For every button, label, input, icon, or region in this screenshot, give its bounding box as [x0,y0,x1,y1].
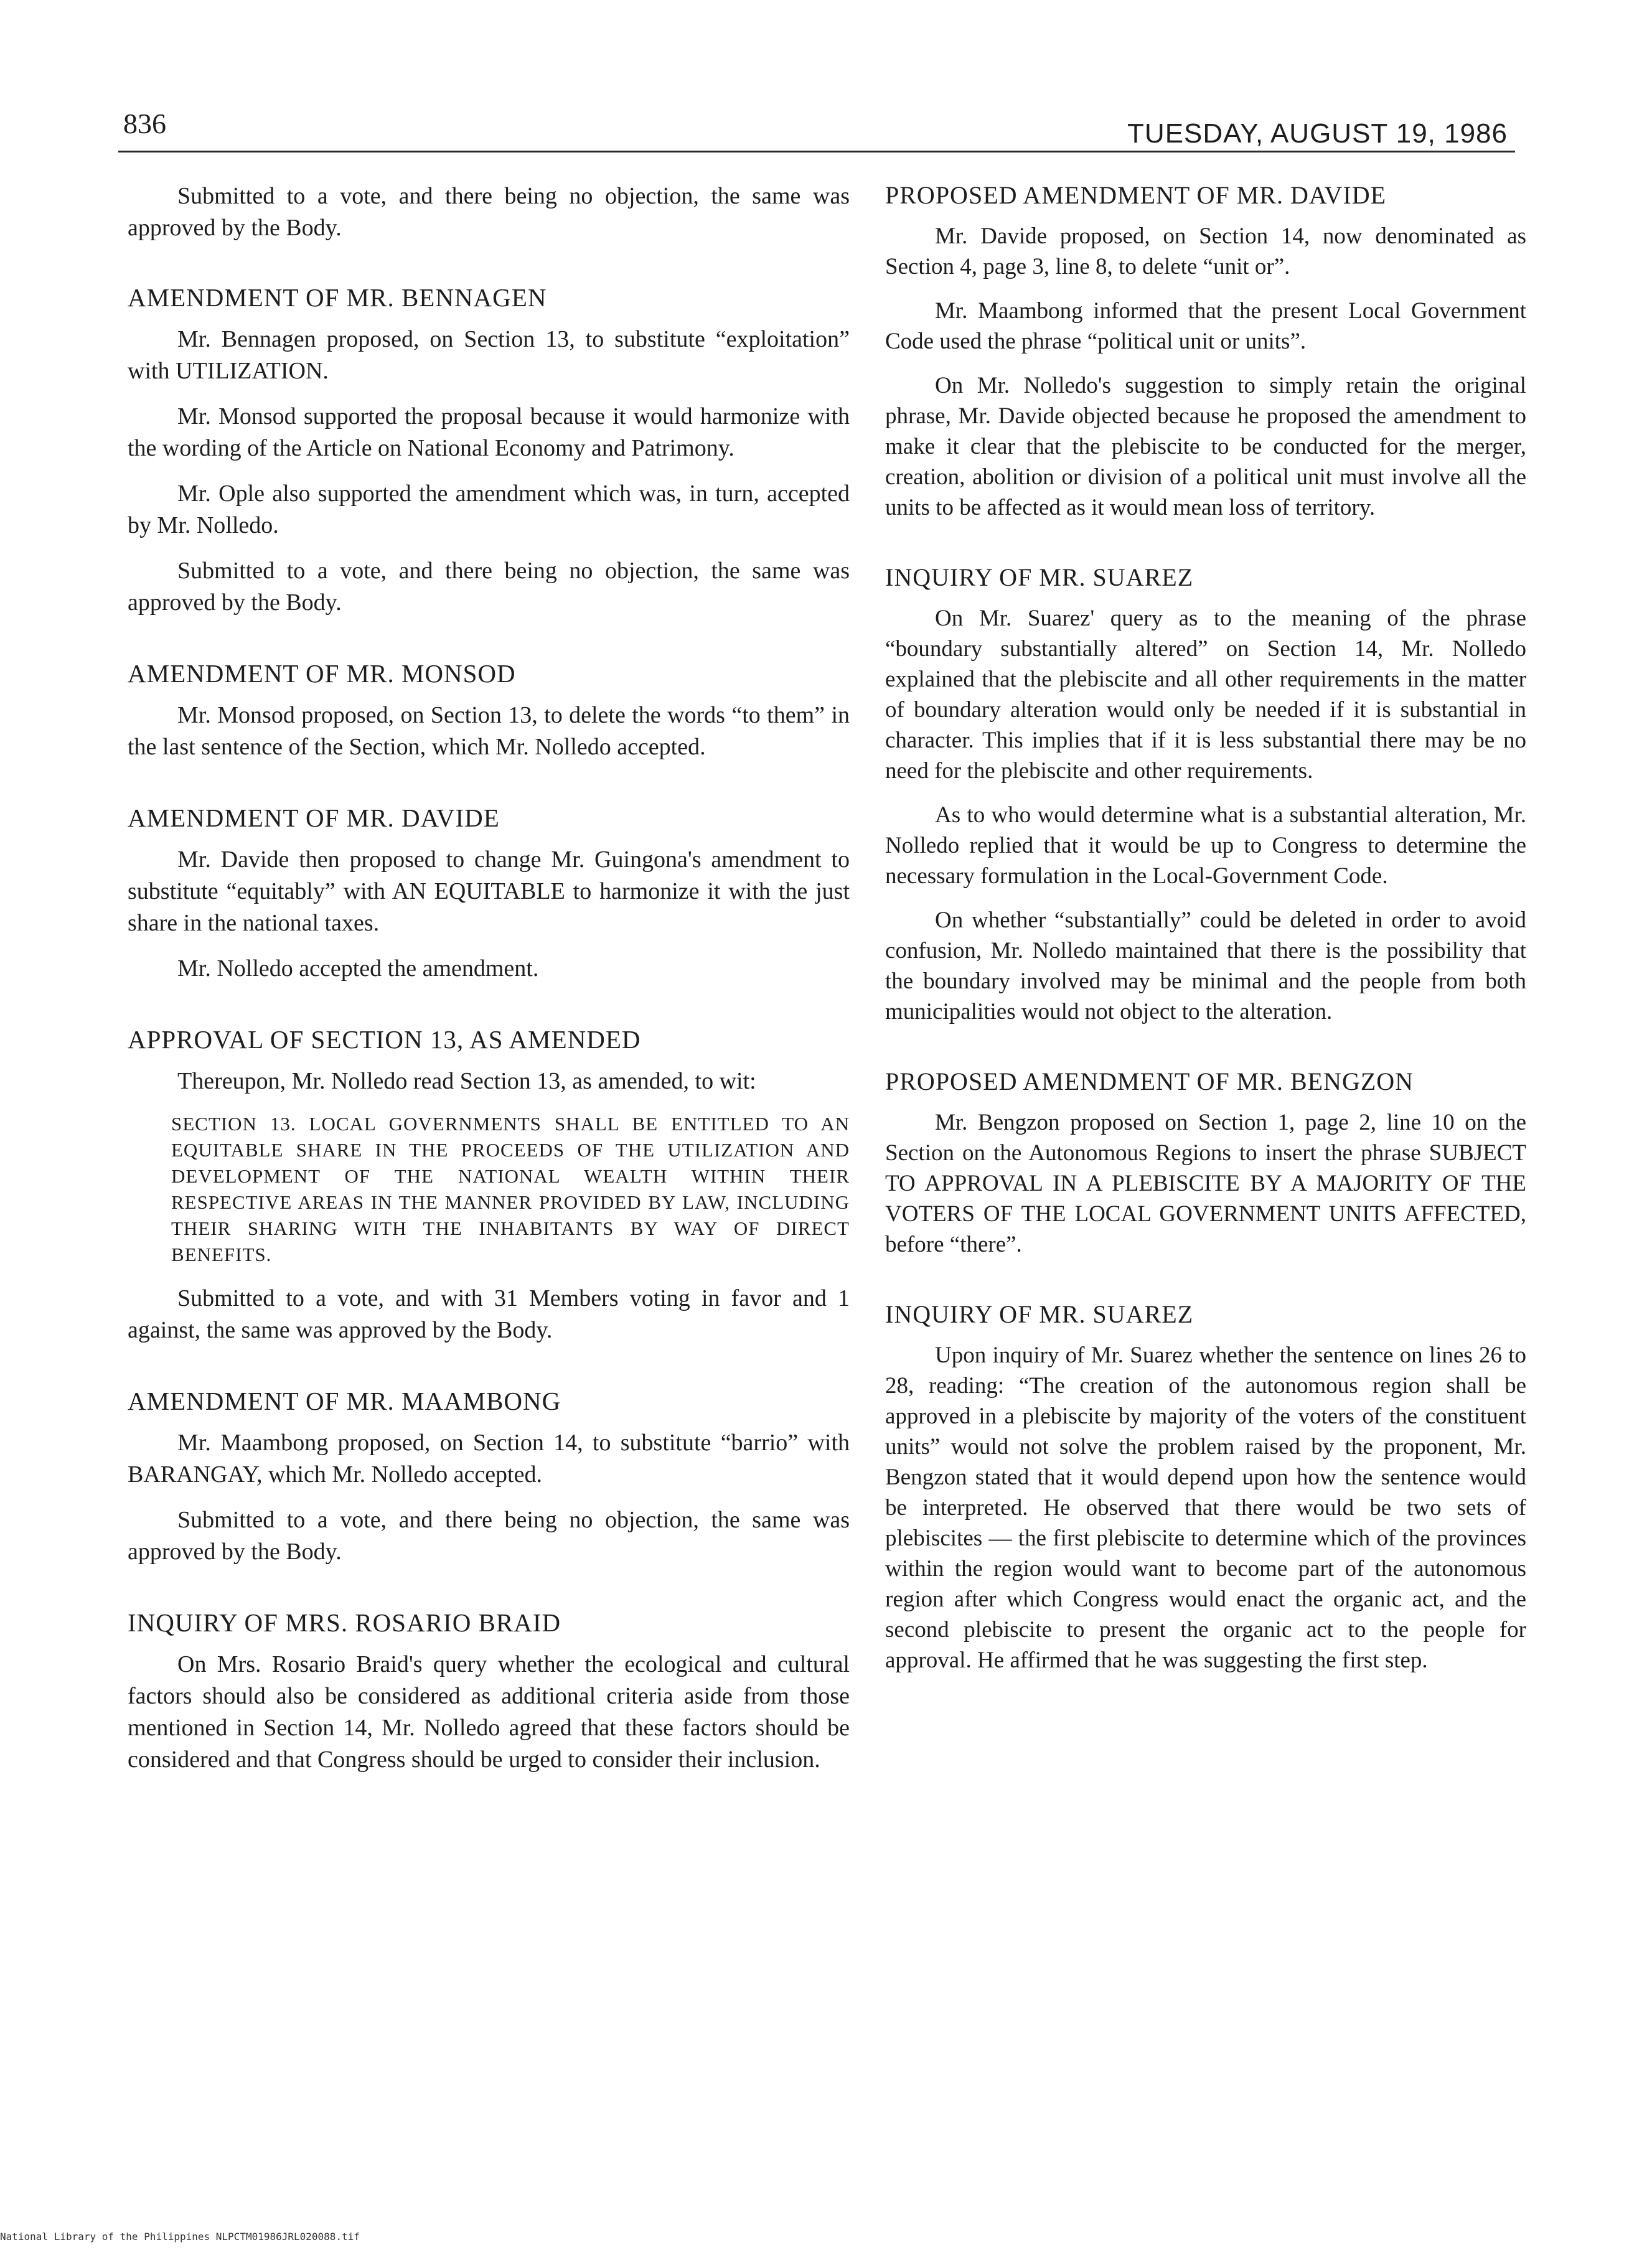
section-heading: AMENDMENT OF MR. BENNAGEN [128,283,547,312]
section-heading: PROPOSED AMENDMENT OF MR. BENGZON [885,1067,1414,1095]
scan-footer: National Library of the Philippines NLPCTM01986JRL020088.tif [0,2231,360,2243]
intro-paragraph: Submitted to a vote, and there being no objection, the same was approved by the Body. [128,183,850,241]
section-heading: INQUIRY OF MRS. ROSARIO BRAID [128,1608,561,1637]
section-davide-proposed [885,180,1526,523]
section-davide [128,803,850,985]
section-monsod [128,659,850,763]
paragraph: On whether “substantially” could be deleted in order to avoid confusion, Mr. Nolledo maintained that there is the possibility that the boundary involved may be minimal and the people from both municipalities would not object to the alteration. [885,907,1526,1024]
paragraph: Thereupon, Mr. Nolledo read Section 13, as amended, to wit: [177,1068,756,1094]
section-heading: PROPOSED AMENDMENT OF MR. DAVIDE [885,181,1387,209]
paragraph: Mr. Davide proposed, on Section 14, now denominated as Section 4, page 3, line 8, to delete “unit or”. [885,223,1526,279]
section-suarez-inquiry-2 [885,1300,1526,1676]
paragraph: Mr. Bennagen proposed, on Section 13, to substitute “exploitation” with UTILIZATION. [128,326,850,384]
paragraph: Mr. Monsod supported the proposal because it would harmonize with the wording of the Article on National Economy and Patrimony. [128,403,850,461]
right-column [885,180,1526,1715]
page-date: TUESDAY, AUGUST 19, 1986 [1127,118,1508,149]
section-suarez-inquiry-1 [885,563,1526,1027]
section-13-text: SECTION 13. LOCAL GOVERNMENTS SHALL BE ENTITLED TO AN EQUITABLE SHARE IN THE PROCEEDS OF THE UTILIZATION AND DEVELOPMENT OF THE NATIONAL WEALTH WITHIN THEIR RESPECTIVE AREAS IN THE MANNER PROVIDED BY LAW, INCLUDING THEIR SHARING WITH THE INHABITANTS BY WAY OF DIRECT BENEFITS. [171,1113,850,1265]
paragraph: Mr. Davide then proposed to change Mr. Guingona's amendment to substitute “equitably” with AN EQUITABLE to harmonize it with the just share in the national taxes. [128,846,850,936]
header-rule [118,151,1515,152]
section-braid [128,1608,850,1776]
paragraph: Mr. Ople also supported the amendment which was, in turn, accepted by Mr. Nolledo. [128,480,850,538]
paragraph: Mr. Bengzon proposed on Section 1, page 2, line 10 on the Section on the Autonomous Regions to insert the phrase SUBJECT TO APPROVAL IN A PLEBISCITE BY A MAJORITY OF THE VOTERS OF THE LOCAL GOVERNMENT UNITS AFFECTED, before “there”. [885,1110,1526,1257]
section-heading: AMENDMENT OF MR. DAVIDE [128,804,500,832]
section-bennagen [128,283,850,619]
paragraph: Mr. Monsod proposed, on Section 13, to delete the words “to them” in the last sentence of the Section, which Mr. Nolledo accepted. [128,702,850,760]
paragraph: Mr. Maambong informed that the present Local Government Code used the phrase “political unit or units”. [885,298,1526,354]
section-heading: APPROVAL OF SECTION 13, AS AMENDED [128,1025,641,1054]
paragraph: On Mr. Suarez' query as to the meaning of the phrase “boundary substantially altered” on Section 14, Mr. Nolledo explained that the plebiscite and all other requirements in the matter of boundary alteration would only be needed if it is substantial in character. This implies that if it is less substantial there may be no need for the plebiscite and other requirements. [885,606,1526,784]
section-heading: AMENDMENT OF MR. MONSOD [128,659,516,688]
section-bengzon [885,1067,1526,1260]
section-heading: INQUIRY OF MR. SUAREZ [885,1300,1194,1328]
paragraph: Submitted to a vote, and with 31 Members voting in favor and 1 against, the same was approved by the Body. [128,1285,850,1343]
paragraph: As to who would determine what is a substantial alteration, Mr. Nolledo replied that it would be up to Congress to determine the necessary formulation in the Local-Government Code. [885,802,1526,889]
section-heading: AMENDMENT OF MR. MAAMBONG [128,1387,561,1415]
page-number: 836 [123,108,166,139]
paragraph: On Mrs. Rosario Braid's query whether the ecological and cultural factors should also be considered as additional criteria aside from those mentioned in Section 14, Mr. Nolledo agreed that these factors should be considered and that Congress should be urged to consider their inclusion. [128,1651,850,1773]
paragraph: Upon inquiry of Mr. Suarez whether the sentence on lines 26 to 28, reading: “The creation of the autonomous region shall be approved in a plebiscite by majority of the voters of the constituent units” would not solve the problem raised by the proponent, Mr. Bengzon stated that it would depend upon how the sentence would be interpreted. He observed that there would be two sets of plebiscites — the first plebiscite to determine which of the provinces within the region would want to become part of the autonomous region after which Congress would enact the organic act, and the second plebiscite to present the organic act to the people for approval. He affirmed that he was suggesting the first step. [885,1343,1526,1673]
left-column [128,180,850,1816]
section-heading: INQUIRY OF MR. SUAREZ [885,563,1194,591]
paragraph: On Mr. Nolledo's suggestion to simply retain the original phrase, Mr. Davide objected because he proposed the amendment to make it clear that the plebiscite to be conducted for the merger, creation, abolition or division of a political unit must involve all the units to be affected as it would mean loss of territory. [885,373,1526,520]
section-approval [128,1024,850,1346]
section-maambong [128,1386,850,1568]
paragraph: Mr. Nolledo accepted the amendment. [177,955,539,982]
paragraph: Submitted to a vote, and there being no objection, the same was approved by the Body. [128,558,850,616]
paragraph: Submitted to a vote, and there being no objection, the same was approved by the Body. [128,1507,850,1565]
paragraph: Mr. Maambong proposed, on Section 14, to substitute “barrio” with BARANGAY, which Mr. Nolledo accepted. [128,1430,850,1488]
